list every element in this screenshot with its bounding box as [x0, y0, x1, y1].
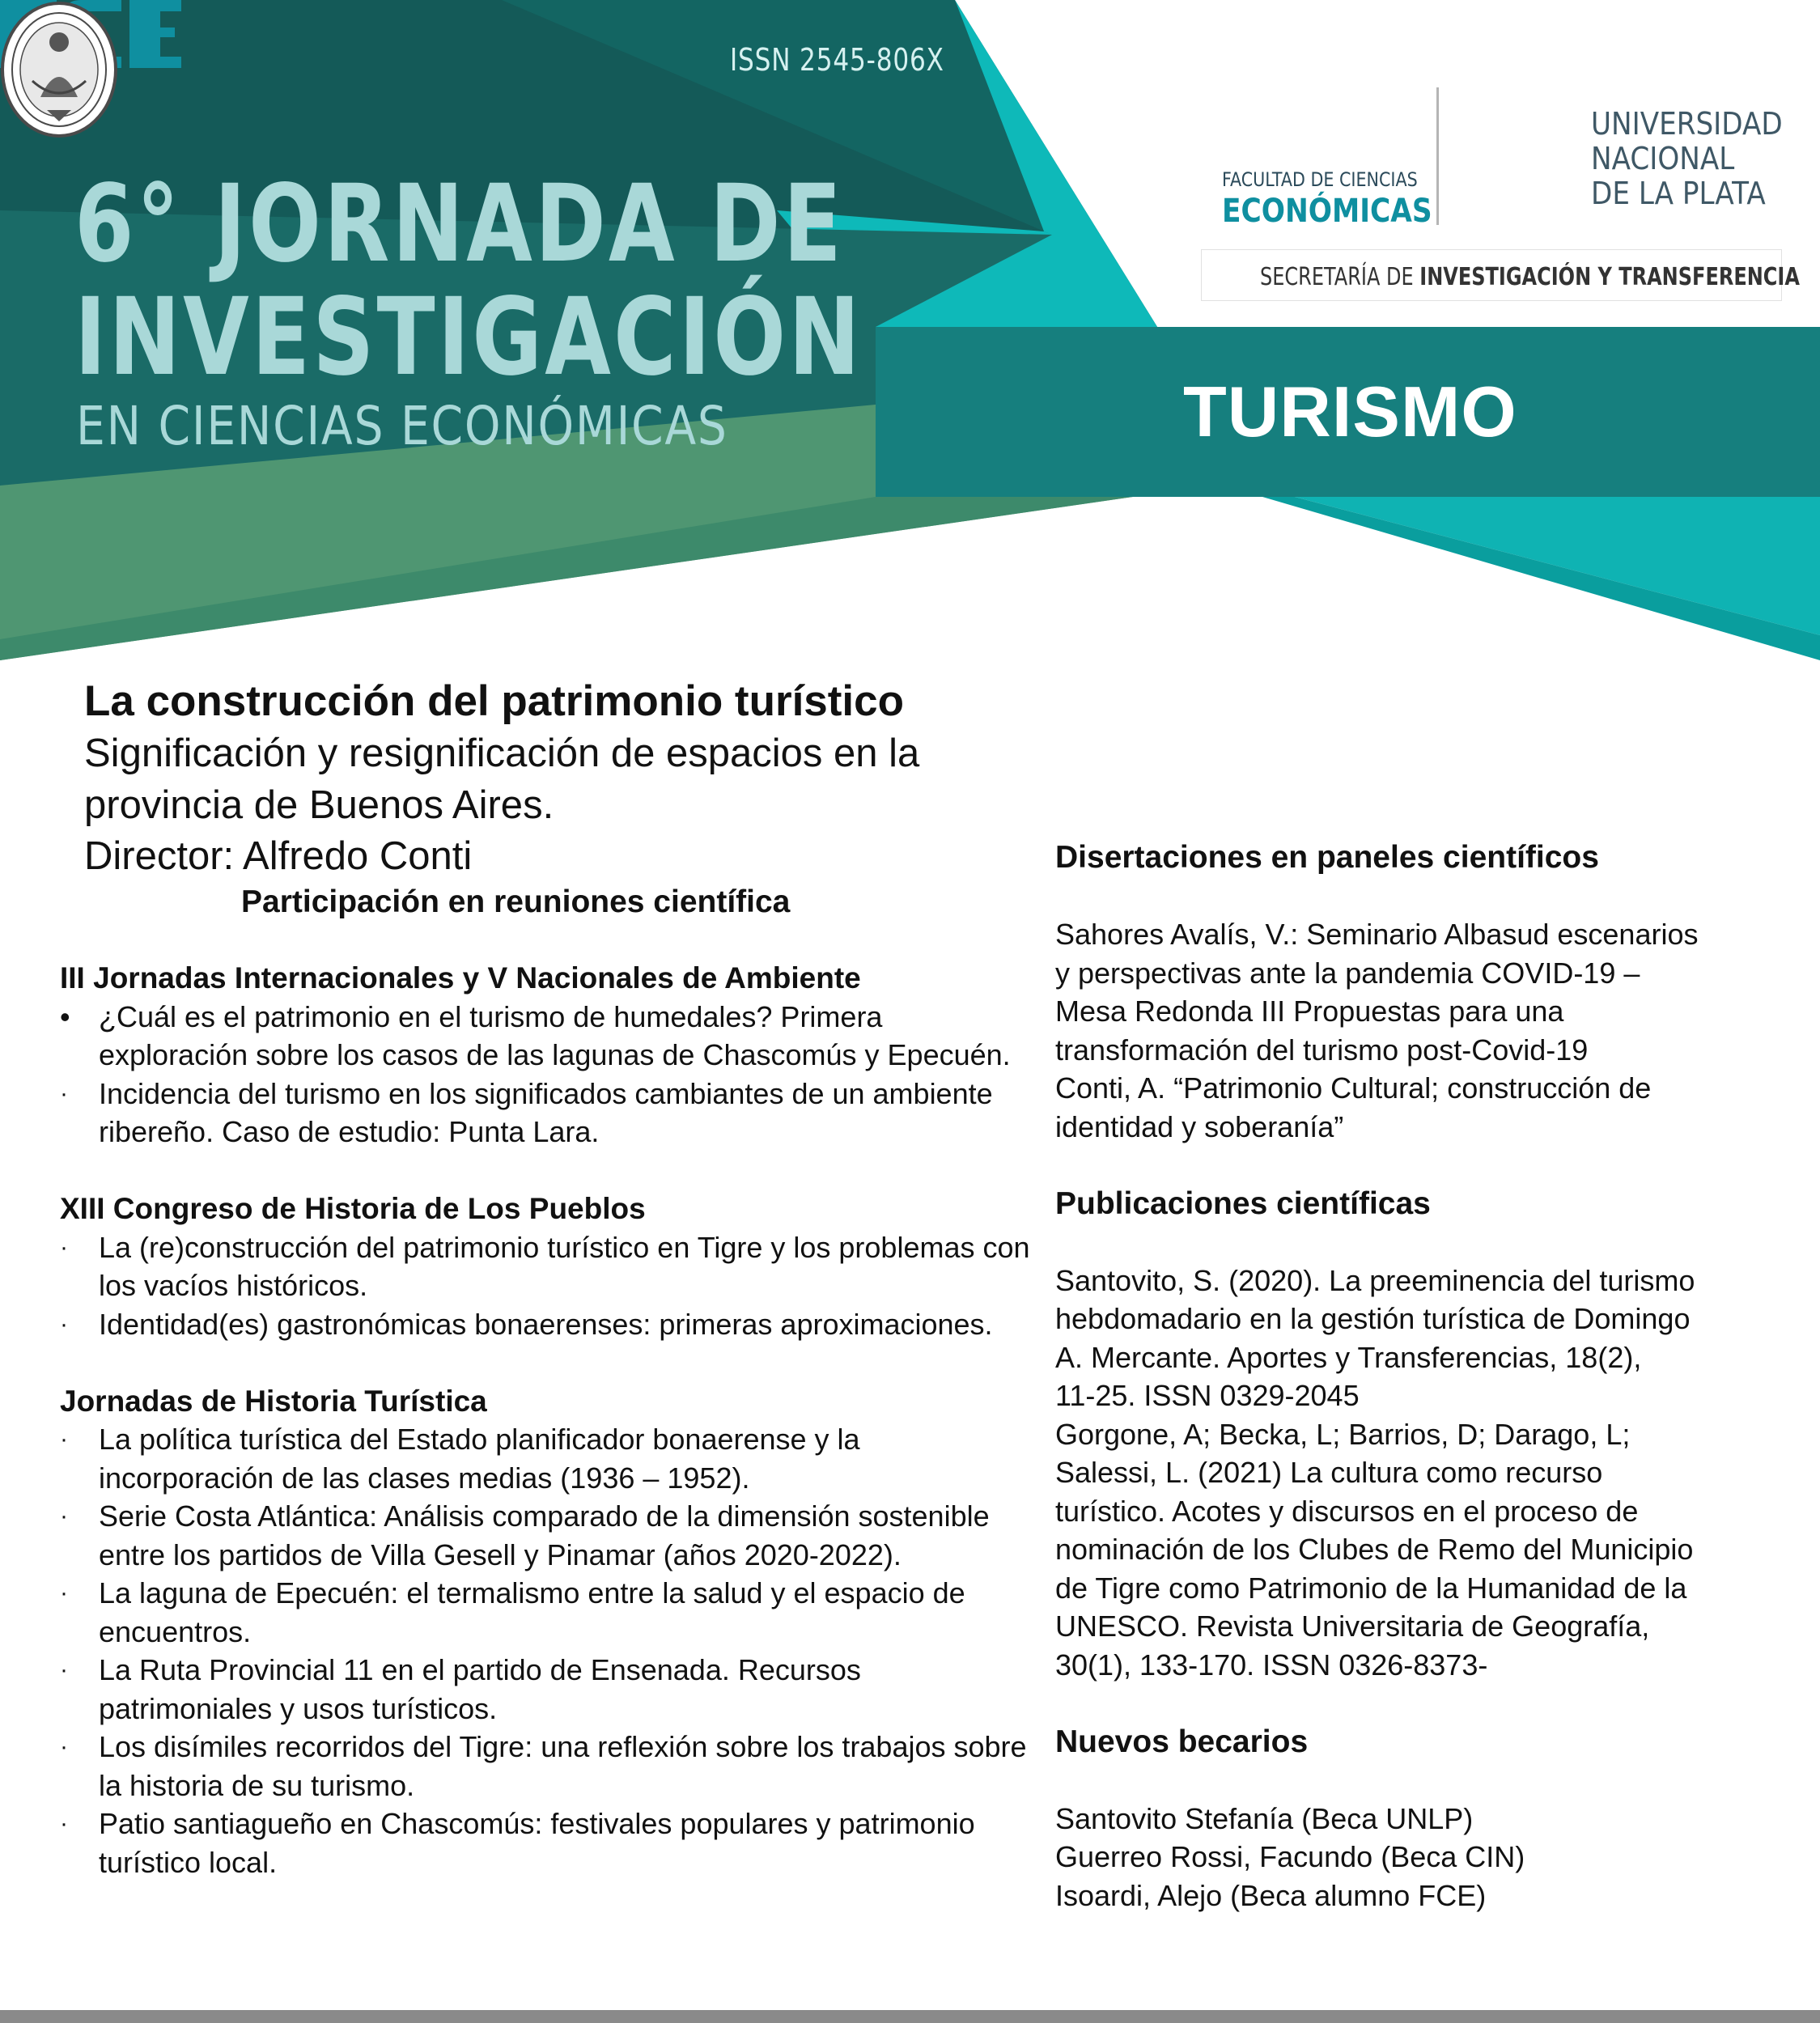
- list-item: · La política turística del Estado planificador bonaerense y la incorporación de las clases medias (1936 – 1952).: [60, 1420, 1031, 1497]
- section-label-box: [876, 327, 1820, 497]
- event-name: Jornadas de Historia Turística: [60, 1384, 487, 1418]
- jornada-title-line1: 6° JORNADA DE: [74, 162, 845, 286]
- issn: ISSN 2545-806X: [730, 42, 944, 78]
- project-subtitle-line2: provincia de Buenos Aires.: [84, 783, 554, 827]
- project-title: La construcción del patrimonio turístico: [84, 677, 905, 725]
- project-subtitle-line1: Significación y resignificación de espacios en la: [84, 732, 920, 775]
- jornada-title-line2: INVESTIGACIÓN: [74, 275, 863, 400]
- event-item-list: [60, 1228, 1031, 1344]
- secretaria-banner: [1201, 249, 1800, 301]
- list-item: · Incidencia del turismo en los significados cambiantes de un ambiente ribereño. Caso de estudio: Punta Lara.: [60, 1075, 1031, 1151]
- secretaria-prefix: SECRETARÍA DE: [1260, 263, 1420, 291]
- disertaciones-text: Sahores Avalís, V.: Seminario Albasud escenarios y perspectivas ante la pandemia COVID-19 – Mesa Redonda III Propuestas para una transformación del turismo post-Covid-19 Conti, A. “Patrimonio Cultural; construcción de identidad y soberanía”: [1055, 918, 1699, 1143]
- unlp-name: [1591, 107, 1783, 211]
- list-item: · Serie Costa Atlántica: Análisis comparado de la dimensión sostenible entre los partidos de Villa Gesell y Pinamar (años 2020-2022).: [60, 1497, 1031, 1574]
- secretaria-text: [1260, 263, 1800, 291]
- project-director: Director: Alfredo Conti: [84, 834, 473, 878]
- left-column: [60, 959, 1031, 1881]
- event-item-list: [60, 1420, 1031, 1881]
- list-item: · La laguna de Epecuén: el termalismo entre la salud y el espacio de encuentros.: [60, 1574, 1031, 1651]
- fce-subtitle-faculty: FACULTAD DE CIENCIAS: [1222, 168, 1418, 191]
- secretaria-bold: INVESTIGACIÓN Y TRANSFERENCIA: [1419, 263, 1800, 291]
- unlp-name-line3: DE LA PLATA: [1591, 176, 1766, 211]
- list-item: · Los disímiles recorridos del Tigre: una reflexión sobre los trabajos sobre la historia de su turismo.: [60, 1728, 1031, 1805]
- list-item: • ¿Cuál es el patrimonio en el turismo de humedales? Primera exploración sobre los casos de las lagunas de Chascomús y Epecuén.: [60, 998, 1031, 1075]
- publicaciones-heading: Publicaciones científicas: [1055, 1185, 1431, 1221]
- disertaciones-heading: Disertaciones en paneles científicos: [1055, 840, 1599, 875]
- becario-name: Isoardi, Alejo (Beca alumno FCE): [1055, 1878, 1487, 1912]
- jornada-title-line3: EN CIENCIAS ECONÓMICAS: [76, 395, 728, 457]
- header-banner: [0, 0, 1820, 660]
- event-name: XIII Congreso de Historia de Los Pueblos: [60, 1192, 646, 1225]
- footer-bar: [0, 2010, 1820, 2023]
- right-column: [1055, 838, 1808, 1915]
- logo-divider: [1436, 87, 1439, 225]
- list-item: · La Ruta Provincial 11 en el partido de Ensenada. Recursos patrimoniales y usos turísticos.: [60, 1651, 1031, 1728]
- event-item-list: [60, 998, 1031, 1151]
- fce-subtitle-economicas: ECONÓMICAS: [1222, 193, 1432, 230]
- becario-name: Santovito Stefanía (Beca UNLP): [1055, 1801, 1474, 1835]
- unlp-name-line1: UNIVERSIDAD: [1591, 106, 1783, 142]
- unlp-seal-icon: [0, 0, 118, 139]
- participation-heading: Participación en reuniones científica: [241, 884, 791, 919]
- section-label: TURISMO: [1183, 371, 1517, 452]
- publicaciones-text: Santovito, S. (2020). La preeminencia del turismo hebdomadario en la gestión turística de Domingo A. Mercante. Aportes y Transferencias, 18(2), 11-25. ISSN 0329-2045 Gorgone, A; Becka, L; Barrios, D; Darago, L; Salessi, L. (2021) La cultura como recurso turístico. Acotes y discursos en el proceso de nominación de los Clubes de Remo del Municipio de Tigre como Patrimonio de la Humanidad de la UNESCO. Revista Universitaria de Geografía, 30(1), 133-170. ISSN 0326-8373-: [1055, 1263, 1695, 1682]
- becarios-heading: Nuevos becarios: [1055, 1724, 1309, 1759]
- list-item: · La (re)construcción del patrimonio turístico en Tigre y los problemas con los vacíos históricos.: [60, 1228, 1031, 1305]
- unlp-name-line2: NACIONAL: [1591, 141, 1735, 176]
- list-item: · Patio santiagueño en Chascomús: festivales populares y patrimonio turístico local.: [60, 1805, 1031, 1881]
- becario-name: Guerreo Rossi, Facundo (Beca CIN): [1055, 1840, 1525, 1873]
- list-item: · Identidad(es) gastronómicas bonaerenses: primeras aproximaciones.: [60, 1305, 1031, 1344]
- event-name: III Jornadas Internacionales y V Nacionales de Ambiente: [60, 961, 861, 995]
